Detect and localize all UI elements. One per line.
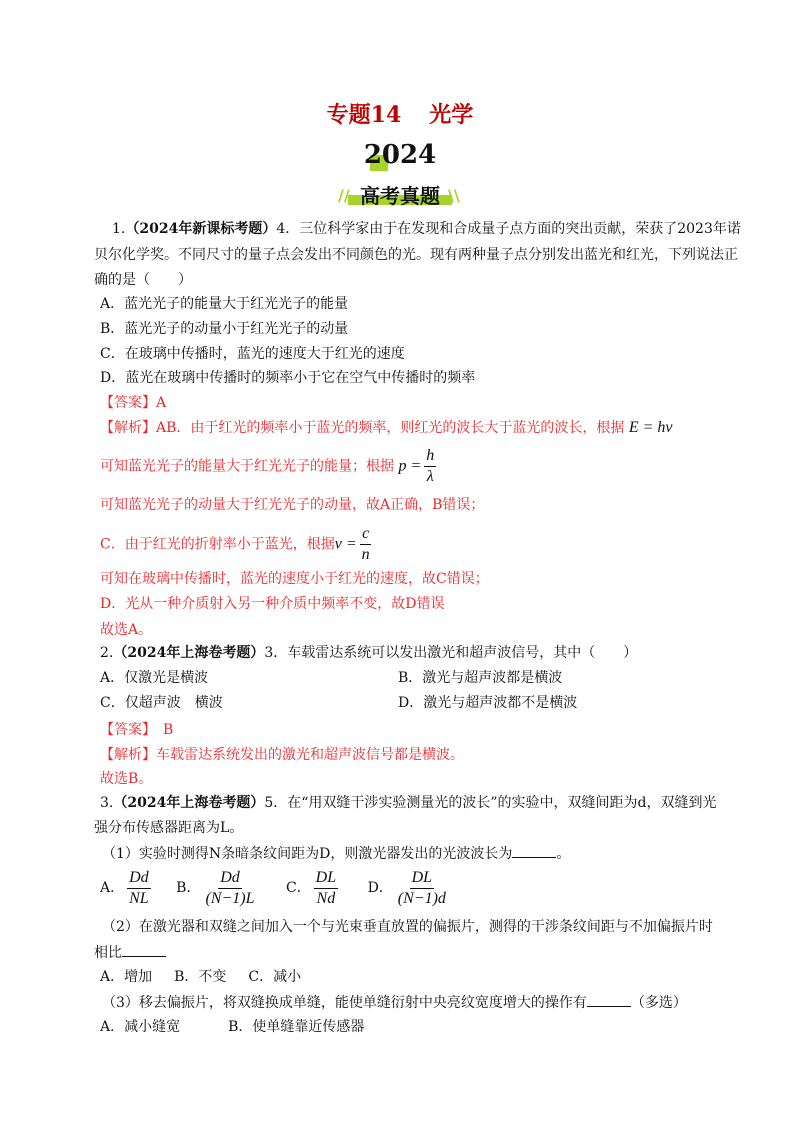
numerator: h (424, 446, 436, 467)
numerator: Dd (218, 868, 242, 889)
option-label: C． (285, 880, 311, 896)
option-a: A．仅激光是横波 (100, 670, 209, 686)
q-text: 3．车载雷达系统可以发出激光和超声波信号，其中（ ） (264, 645, 638, 661)
option-label: B． (176, 880, 201, 896)
analysis-line: 可知蓝光光子的动量大于红光光子的动量，故A正确，B错误； (100, 497, 485, 513)
analysis-line (100, 524, 375, 565)
year-heading: 2024 (363, 140, 437, 170)
answer: 【答案】A (100, 395, 167, 411)
numerator: c (360, 524, 371, 545)
denominator: Nd (316, 889, 336, 907)
title-topic: 专题14 (326, 102, 402, 128)
formula-p: p = (398, 457, 422, 475)
option-d-fraction (396, 868, 448, 909)
denominator: λ (426, 468, 434, 485)
fraction-c-n (360, 524, 372, 565)
option-d: D．激光与超声波都不是横波 (398, 695, 578, 711)
denominator: n (361, 546, 370, 563)
option-c: C．减小 (248, 969, 302, 985)
option-b-fraction (203, 868, 256, 909)
answer: 【答案】 B (100, 722, 174, 738)
formula-e-hv: E = hν (628, 419, 673, 436)
option-b: B．激光与超声波都是横波 (398, 670, 563, 686)
sub-question-2-cont (94, 942, 166, 963)
option-a: A．蓝光光子的能量大于红光光子的能量 (100, 296, 349, 312)
option-label: D． (367, 880, 393, 896)
answer-blank (512, 843, 556, 858)
q-number: 2. (100, 645, 114, 661)
analysis-conclusion: 故选B。 (100, 771, 153, 787)
question-3-line (100, 793, 717, 813)
q-source: （2024年新课标考题） (125, 221, 277, 237)
question-1-line: 确的是（ ） (94, 272, 192, 288)
q-text: （1）实验时测得N条暗条纹间距为D，则激光器发出的光波波长为 (102, 846, 513, 862)
answer-blank (122, 942, 166, 957)
q-text: （3）移去偏振片，将双缝换成单缝，能使单缝衍射中央亮纹宽度增大的操作有 (102, 995, 587, 1011)
denominator: (N−1)L (205, 889, 255, 907)
option-b: B．蓝光光子的动量小于红光光子的动量 (100, 321, 349, 337)
numerator: DL (410, 868, 434, 889)
question-2-line (100, 643, 637, 663)
option-label: A． (100, 880, 125, 896)
option-a: A．减小缝宽 (100, 1019, 181, 1035)
answer-blank (587, 992, 631, 1007)
option-a: A．增加 (100, 969, 153, 985)
option-d: D．蓝光在玻璃中传播时的频率小于它在空气中传播时的频率 (100, 370, 476, 386)
q-text: 4．三位科学家由于在发现和合成量子点方面的突出贡献，荣获了2023年诺 (276, 221, 741, 237)
q-source: （2024年上海卷考题） (113, 795, 265, 811)
question-3-line: 强分布传感器距离为L。 (94, 820, 244, 836)
analysis-line: D．光从一种介质射入另一种介质中频率不变，故D错误 (100, 596, 445, 612)
sub-question-3 (102, 992, 687, 1013)
option-b: B．使单缝靠近传感器 (228, 1019, 365, 1035)
denominator: NL (129, 889, 149, 907)
sub-question-1-options (100, 866, 451, 910)
question-1-line (112, 219, 741, 239)
analysis-text: 可知蓝光光子的能量大于红光光子的能量；根据 (100, 458, 394, 475)
option-c-fraction (314, 868, 338, 909)
title-subject: 光学 (429, 102, 474, 128)
q-number: 1. (112, 221, 126, 237)
q-source: （2024年上海卷考题） (113, 645, 265, 661)
analysis-line (100, 446, 439, 487)
q-number: 3. (100, 795, 114, 811)
option-b: B．不变 (174, 969, 227, 985)
q-text: 。 (556, 846, 571, 862)
q-text: 相比 (94, 945, 122, 961)
option-c: C．仅超声波 横波 (100, 695, 223, 711)
sub-question-3-options (100, 1017, 364, 1037)
analysis-text: 【解析】AB．由于红光的频率小于蓝光的频率，则红光的波长大于蓝光的波长，根据 (100, 420, 625, 436)
sub-question-2: （2）在激光器和双缝之间加入一个与光束垂直放置的偏振片，测得的干涉条纹间距与不加偏振片时 (102, 919, 713, 935)
numerator: DL (314, 868, 338, 889)
sub-question-2-options (100, 967, 301, 987)
subtitle: 高考真题 (360, 184, 440, 208)
slash-decoration-right: \\ (448, 186, 460, 205)
analysis-conclusion: 故选A。 (100, 622, 153, 638)
numerator: Dd (127, 868, 151, 889)
option-a-fraction (127, 868, 151, 909)
analysis-line: 可知在玻璃中传播时，蓝光的速度小于红光的速度，故C错误； (100, 571, 489, 587)
denominator: (N−1)d (397, 889, 446, 907)
slash-decoration-left: // (338, 186, 350, 205)
sub-question-1 (102, 843, 570, 864)
fraction-h-lambda (424, 446, 436, 487)
option-c: C．在玻璃中传播时，蓝光的速度大于红光的速度 (100, 346, 405, 362)
q-text: 5．在“用双缝干涉实验测量光的波长”的实验中，双缝间距为d，双缝到光 (264, 795, 717, 811)
formula-v: v = (334, 535, 357, 553)
analysis-line: 【解析】车载雷达系统发出的激光和超声波信号都是横波。 (100, 747, 464, 763)
q-text: （多选） (630, 995, 687, 1011)
analysis-text: C．由于红光的折射率小于蓝光，根据 (100, 536, 335, 553)
analysis-line (100, 418, 673, 438)
page-title (0, 98, 800, 129)
question-1-line: 贝尔化学奖。不同尺寸的量子点会发出不同颜色的光。现有两种量子点分别发出蓝光和红光，下列说法正 (94, 247, 738, 263)
